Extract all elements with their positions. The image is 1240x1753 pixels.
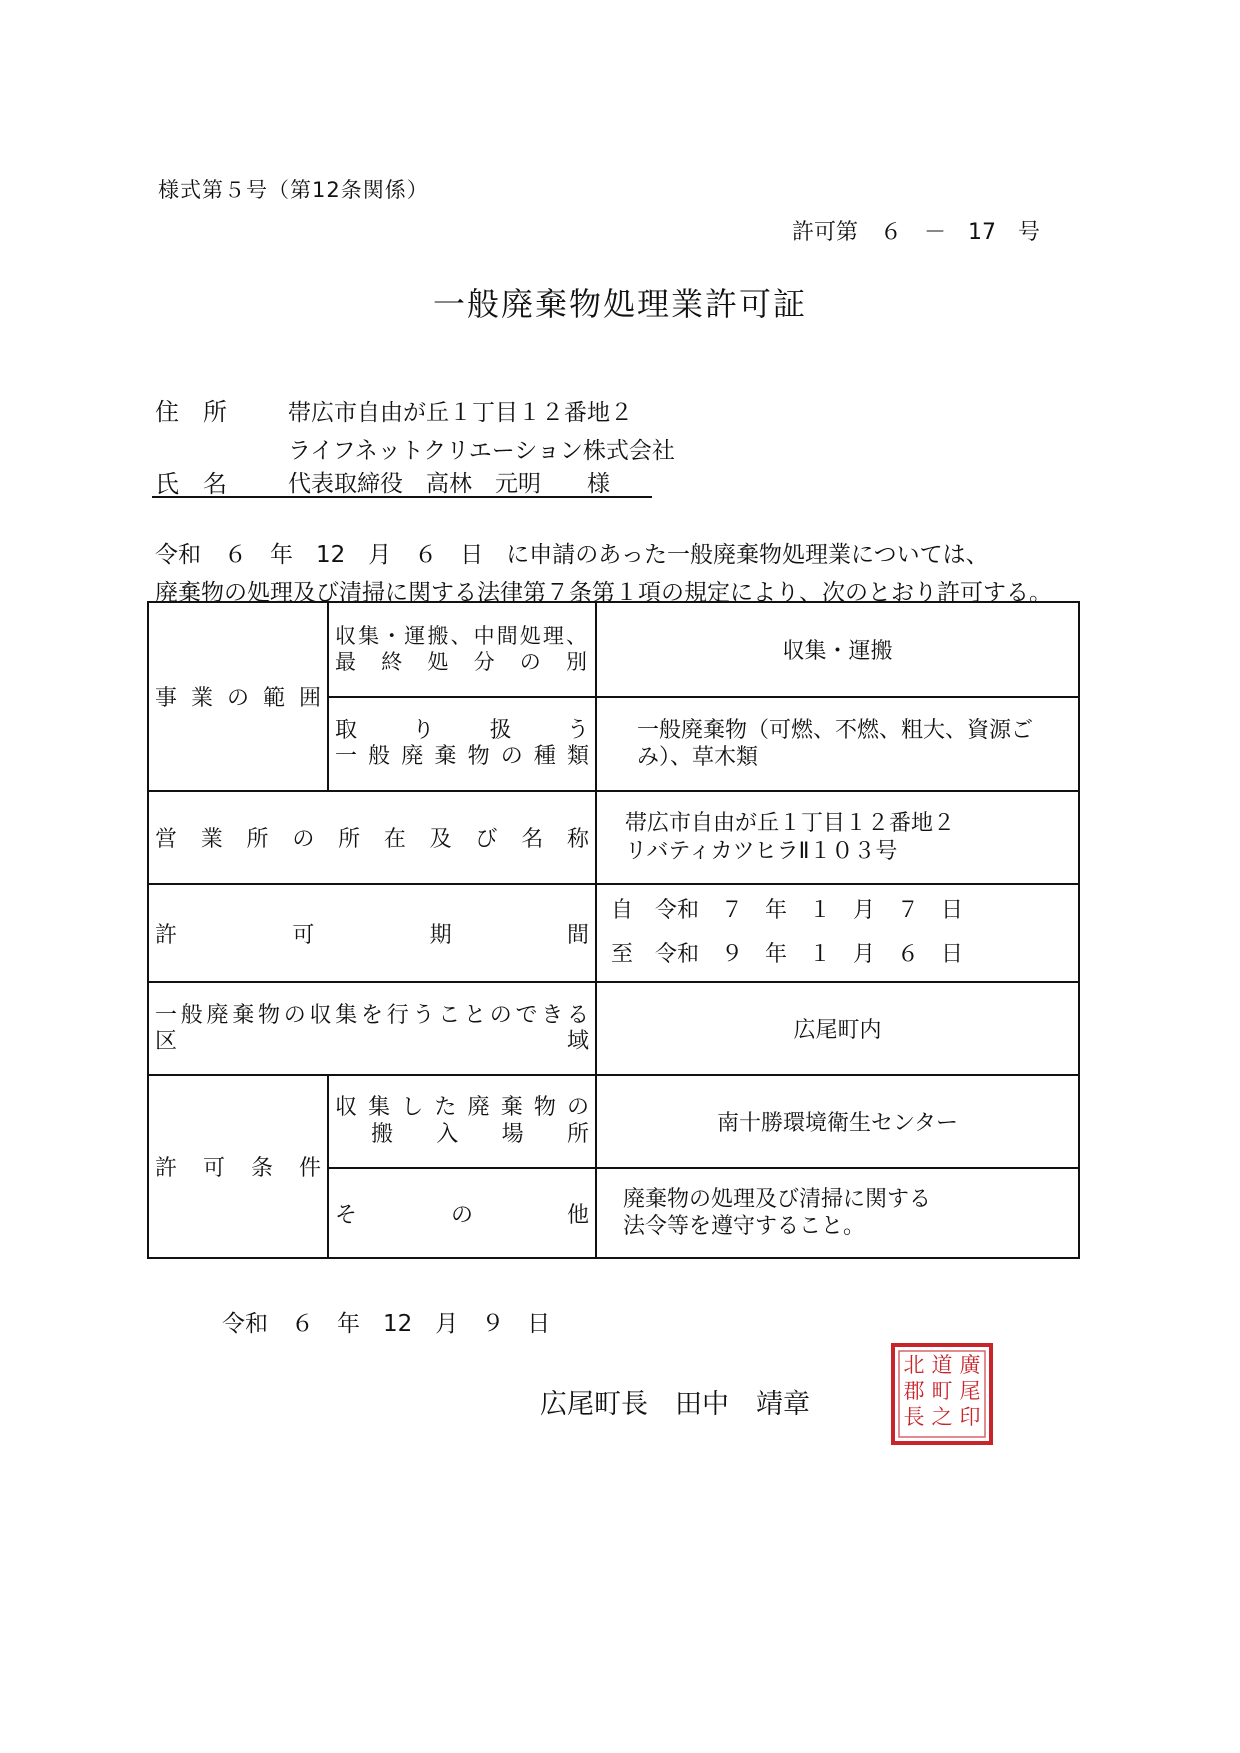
permit-period-label: 許可期間 [148, 884, 596, 982]
svg-text:廣: 廣 [959, 1353, 981, 1377]
disposal-site-label-line2: 搬入場所 [371, 1121, 589, 1147]
issue-date: 令和 ６ 年 12 月 ９ 日 [222, 1311, 551, 1337]
office-building: リバティカツヒラⅡ１０３号 [625, 838, 898, 864]
other-conditions-value [596, 1168, 1079, 1258]
waste-type-label-line1: 取り扱う [335, 717, 589, 743]
representative-name: 代表取締役 高林 元明 様 [288, 471, 610, 497]
collection-area-value: 広尾町内 [596, 982, 1079, 1075]
collection-area-label-line2: 区域 [155, 1028, 589, 1054]
office-value [596, 791, 1079, 884]
svg-text:町: 町 [931, 1379, 953, 1403]
waste-type-value: 一般廃棄物（可燃、不燃、粗大、資源ごみ）、草木類 [596, 697, 1079, 791]
disposal-site-label [328, 1075, 596, 1168]
address-line1: 帯広市自由が丘１丁目１２番地２ [288, 400, 633, 426]
period-to: 至 令和 ９ 年 １ 月 ６ 日 [611, 942, 964, 967]
disposal-site-value: 南十勝環境衛生センター [596, 1075, 1079, 1168]
svg-text:印: 印 [959, 1405, 981, 1429]
collection-area-label-line1: 一般廃棄物の収集を行うことのできる [155, 1003, 589, 1029]
address-label: 住 所 [155, 398, 227, 426]
permit-period-value [596, 884, 1079, 982]
other-conditions-line2: 法令等を遵守すること。 [623, 1214, 866, 1239]
mayor-signature: 広尾町長 田中 靖章 [540, 1389, 810, 1420]
collection-area-label [148, 982, 596, 1075]
svg-text:道: 道 [931, 1353, 953, 1377]
document-title: 一般廃棄物処理業許可証 [432, 285, 807, 323]
form-number: 様式第５号（第12条関係） [158, 178, 429, 202]
disposal-site-label-line1: 収集した廃棄物の [335, 1095, 589, 1121]
waste-type-label-line2: 一般廃棄物の種類 [335, 744, 589, 769]
official-seal-stamp [890, 1342, 994, 1446]
office-label: 営業所の所在及び名称 [148, 791, 596, 884]
waste-type-label [328, 697, 596, 791]
permit-statement-line2: 廃棄物の処理及び清掃に関する法律第７条第１項の規定により、次のとおり許可する。 [155, 580, 1052, 606]
name-label: 氏 名 [155, 470, 227, 498]
permit-number: 許可第 ６ － 17 号 [792, 220, 1040, 245]
period-from: 自 令和 ７ 年 １ 月 ７ 日 [611, 898, 964, 923]
company-name: ライフネットクリエーション株式会社 [288, 438, 675, 464]
business-scope-label: 事業の範囲 [148, 602, 328, 791]
permit-conditions-label: 許可条件 [148, 1075, 328, 1258]
svg-text:之: 之 [931, 1405, 953, 1429]
other-conditions-label: その他 [328, 1168, 596, 1258]
svg-text:北: 北 [903, 1353, 925, 1377]
svg-text:尾: 尾 [959, 1379, 981, 1403]
svg-text:長: 長 [903, 1405, 925, 1429]
other-conditions-line1: 廃棄物の処理及び清掃に関する [623, 1186, 932, 1212]
business-type-value: 収集・運搬 [596, 602, 1079, 697]
business-type-label: 収集・運搬、中間処理、最終処分の別 [328, 602, 596, 697]
name-underline-row [152, 464, 652, 498]
permit-statement-line1: 令和 ６ 年 12 月 ６ 日 に申請のあった一般廃棄物処理業については、 [155, 542, 989, 568]
svg-text:郡: 郡 [903, 1379, 925, 1403]
permit-details-table [147, 601, 1080, 1259]
office-address: 帯広市自由が丘１丁目１２番地２ [625, 811, 956, 836]
